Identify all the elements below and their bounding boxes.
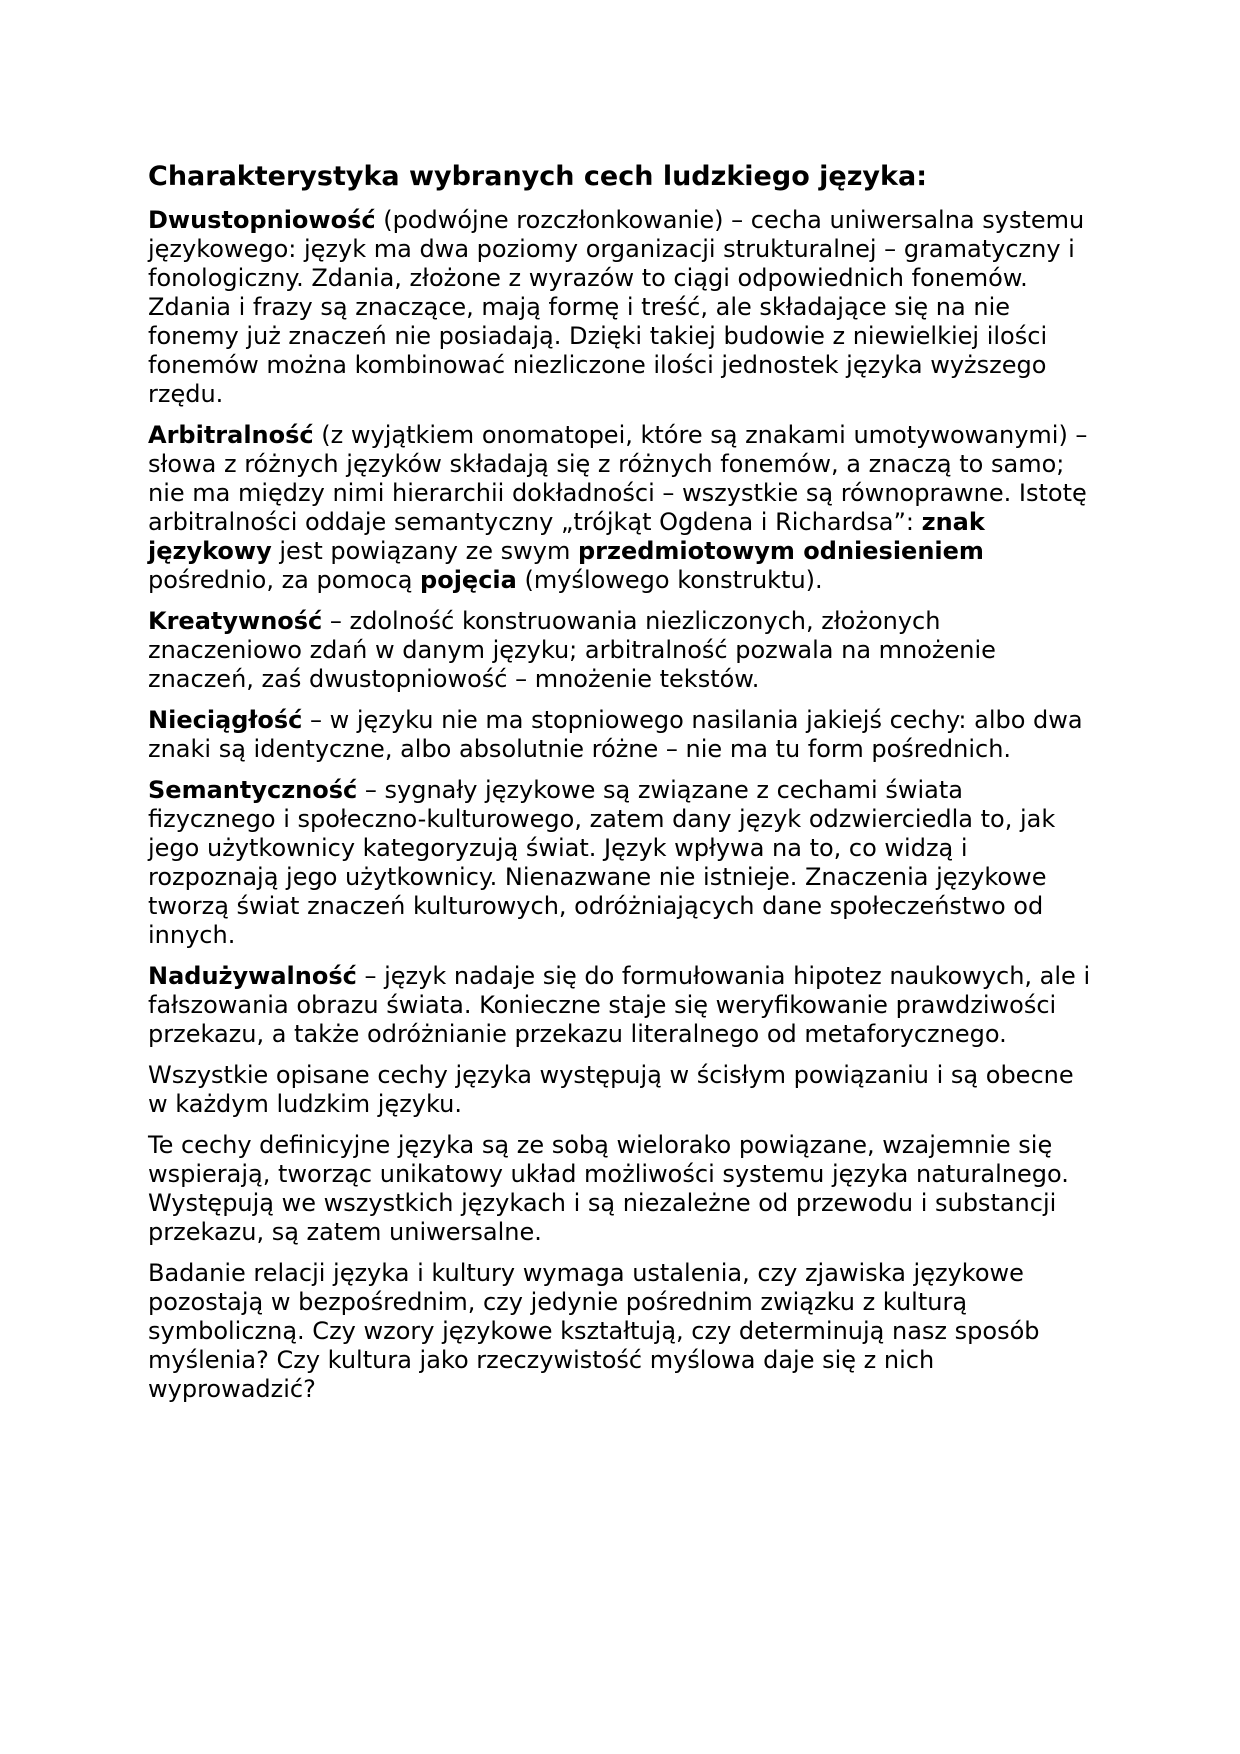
- document-page: [148, 158, 1098, 1416]
- paragraph-summary-2: Te cechy definicyjne języka są ze sobą wielorako powiązane, wzajemnie się wspierają, tworząc unikatowy układ możliwości systemu języka naturalnego. Występują we wszystkich językach i są niezależne od przewodu i substancji przekazu, są zatem uniwersalne.: [148, 1131, 1069, 1246]
- term-kreatywnosc: Kreatywność: [148, 607, 323, 635]
- paragraph-semantycznosc: [148, 776, 1098, 950]
- term-przedmiotowe-odniesienie: przedmiotowym odniesieniem: [577, 537, 984, 565]
- definition-nieciaglosc: – w języku nie ma stopniowego nasilania jakiejś cechy: albo dwa znaki są identyczne, albo absolutnie różne – nie ma tu form pośrednich.: [148, 706, 1083, 763]
- document-title: Charakterystyka wybranych cech ludzkiego języka:: [148, 161, 928, 192]
- paragraph-nieciaglosc: [148, 706, 1098, 764]
- paragraph-dwustopniowosc: [148, 206, 1098, 409]
- term-semantycznosc: Semantyczność: [148, 776, 358, 804]
- definition-arbitralnosc-part-2: jest powiązany ze swym: [271, 537, 578, 565]
- term-znak-jezykowy: znak językowy: [148, 508, 985, 565]
- paragraph-summary-3: Badanie relacji języka i kultury wymaga ustalenia, czy zjawiska językowe pozostają w bezpośrednim, czy jedynie pośrednim związku z kulturą symboliczną. Czy wzory językowe kształtują, czy determinują nasz sposób myślenia? Czy kultura jako rzeczywistość myślowa daje się z nich wyprowadzić?: [148, 1259, 1040, 1403]
- term-naduzywalnosc: Nadużywalność: [148, 962, 357, 990]
- paragraph-arbitralnosc: [148, 421, 1098, 595]
- definition-arbitralnosc-part-3: pośrednio, za pomocą: [148, 566, 421, 594]
- paragraph-kreatywnosc: [148, 607, 1098, 694]
- definition-dwustopniowosc: (podwójne rozczłonkowanie) – cecha uniwersalna systemu językowego: język ma dwa poziomy organizacji strukturalnej – gramatyczny i fonologiczny. Zdania, złożone z wyrazów to ciągi odpowiednich fonemów. Zdania i frazy są znaczące, mają formę i treść, ale składające się na nie fonemy już znaczeń nie posiadają. Dzięki takiej budowie z niewielkiej ilości fonemów można kombinować niezliczone ilości jednostek języka wyższego rzędu.: [148, 206, 1085, 408]
- term-pojecie: pojęcia: [420, 566, 517, 594]
- paragraph-naduzywalnosc: [148, 962, 1098, 1049]
- paragraph-summary-1: Wszystkie opisane cechy języka występują w ścisłym powiązaniu i są obecne w każdym ludzkim języku.: [148, 1061, 1074, 1118]
- term-arbitralnosc: Arbitralność: [148, 421, 314, 449]
- definition-kreatywnosc: – zdolność konstruowania niezliczonych, złożonych znaczeniowo zdań w danym języku; arbitralność pozwala na mnożenie znaczeń, zaś dwustopniowość – mnożenie tekstów.: [148, 607, 996, 693]
- term-nieciaglosc: Nieciągłość: [148, 706, 303, 734]
- definition-arbitralnosc: (z wyjątkiem onomatopei, które są znakami umotywowanymi) – słowa z różnych języków składają się z różnych fonemów, a znaczą to samo; nie ma między nimi hierarchii dokładności – wszystkie są równoprawne. Istotę arbitralności oddaje semantyczny „trójkąt Ogdena i Richardsa”:: [148, 421, 1088, 536]
- term-dwustopniowosc: Dwustopniowość: [148, 206, 376, 234]
- definition-arbitralnosc-part-4: (myślowego konstruktu).: [516, 566, 823, 594]
- definition-semantycznosc: – sygnały językowe są związane z cechami świata fizycznego i społeczno-kulturowego, zatem dany język odzwierciedla to, jak jego użytkownicy kategoryzują świat. Język wpływa na to, co widzą i rozpoznają jego użytkownicy. Nienazwane nie istnieje. Znaczenia językowe tworzą świat znaczeń kulturowych, odróżniających dane społeczeństwo od innych.: [148, 776, 1056, 949]
- definition-naduzywalnosc: – język nadaje się do formułowania hipotez naukowych, ale i fałszowania obrazu świata. Konieczne staje się weryfikowanie prawdziwości przekazu, a także odróżnianie przekazu literalnego od metaforycznego.: [148, 962, 1091, 1048]
